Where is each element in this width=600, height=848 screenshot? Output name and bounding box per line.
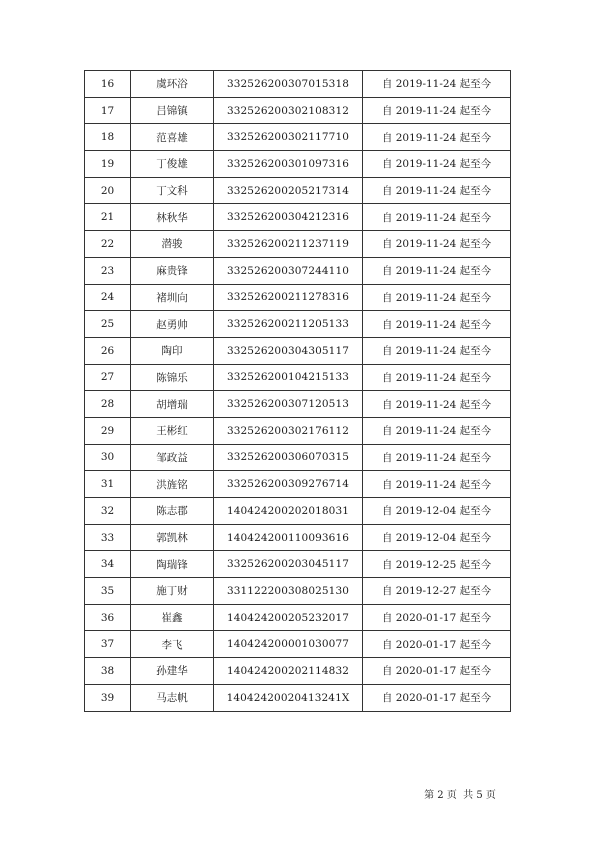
row-name-cell: 麻贵锋 [131, 257, 214, 284]
row-index-cell: 17 [85, 97, 131, 124]
row-name-cell: 潜骏 [131, 231, 214, 258]
row-period-cell: 自 2020-01-17 起至今 [363, 604, 511, 631]
row-name-cell: 李飞 [131, 631, 214, 658]
row-period-cell: 自 2019-11-24 起至今 [363, 337, 511, 364]
row-id-number-cell: 332526200304212316 [214, 204, 363, 231]
row-period-cell: 自 2019-11-24 起至今 [363, 151, 511, 178]
table-row [85, 417, 511, 444]
row-index-cell: 31 [85, 471, 131, 498]
row-id-number-cell: 332526200304305117 [214, 337, 363, 364]
table-row [85, 71, 511, 98]
row-id-number-cell: 332526200302176112 [214, 417, 363, 444]
table-row [85, 177, 511, 204]
table-row [85, 204, 511, 231]
row-index-cell: 37 [85, 631, 131, 658]
row-index-cell: 28 [85, 391, 131, 418]
row-period-cell: 自 2019-11-24 起至今 [363, 231, 511, 258]
row-period-cell: 自 2019-11-24 起至今 [363, 97, 511, 124]
row-name-cell: 郭凯林 [131, 524, 214, 551]
row-period-cell: 自 2019-11-24 起至今 [363, 177, 511, 204]
table-row [85, 471, 511, 498]
total-pages: 5 [476, 790, 483, 801]
row-name-cell: 马志帆 [131, 684, 214, 711]
row-name-cell: 邹政益 [131, 444, 214, 471]
row-name-cell: 丁俊雄 [131, 151, 214, 178]
row-index-cell: 23 [85, 257, 131, 284]
row-index-cell: 32 [85, 498, 131, 525]
row-index-cell: 29 [85, 417, 131, 444]
table-row [85, 684, 511, 711]
table-row [85, 551, 511, 578]
table-row [85, 284, 511, 311]
row-period-cell: 自 2020-01-17 起至今 [363, 684, 511, 711]
row-name-cell: 陶瑞锋 [131, 551, 214, 578]
row-name-cell: 陈锦乐 [131, 364, 214, 391]
row-name-cell: 施丁财 [131, 578, 214, 605]
table-row [85, 604, 511, 631]
row-id-number-cell: 332526200307015318 [214, 71, 363, 98]
row-index-cell: 21 [85, 204, 131, 231]
page-suffix: 页 [485, 790, 496, 801]
current-page: 2 [437, 790, 444, 801]
row-period-cell: 自 2019-12-27 起至今 [363, 578, 511, 605]
row-name-cell: 崔鑫 [131, 604, 214, 631]
row-index-cell: 35 [85, 578, 131, 605]
row-period-cell: 自 2019-11-24 起至今 [363, 471, 511, 498]
row-name-cell: 虞环浴 [131, 71, 214, 98]
table-row [85, 231, 511, 258]
row-index-cell: 25 [85, 311, 131, 338]
row-index-cell: 27 [85, 364, 131, 391]
row-period-cell: 自 2019-11-24 起至今 [363, 417, 511, 444]
page-prefix: 第 [424, 790, 435, 801]
row-id-number-cell: 332526200104215133 [214, 364, 363, 391]
row-period-cell: 自 2020-01-17 起至今 [363, 658, 511, 685]
table-row [85, 524, 511, 551]
row-period-cell: 自 2019-12-04 起至今 [363, 524, 511, 551]
row-period-cell: 自 2020-01-17 起至今 [363, 631, 511, 658]
row-id-number-cell: 332526200211278316 [214, 284, 363, 311]
row-id-number-cell: 140424200001030077 [214, 631, 363, 658]
table-row [85, 257, 511, 284]
row-name-cell: 吕锦镇 [131, 97, 214, 124]
row-index-cell: 26 [85, 337, 131, 364]
row-period-cell: 自 2019-11-24 起至今 [363, 284, 511, 311]
table-row [85, 631, 511, 658]
row-index-cell: 30 [85, 444, 131, 471]
row-period-cell: 自 2019-12-25 起至今 [363, 551, 511, 578]
row-id-number-cell: 332526200307120513 [214, 391, 363, 418]
row-id-number-cell: 332526200302117710 [214, 124, 363, 151]
row-name-cell: 范喜雄 [131, 124, 214, 151]
row-id-number-cell: 332526200302108312 [214, 97, 363, 124]
row-name-cell: 赵勇帅 [131, 311, 214, 338]
row-id-number-cell: 332526200211237119 [214, 231, 363, 258]
table-row [85, 391, 511, 418]
row-index-cell: 24 [85, 284, 131, 311]
table-row [85, 311, 511, 338]
row-id-number-cell: 332526200309276714 [214, 471, 363, 498]
row-period-cell: 自 2019-11-24 起至今 [363, 257, 511, 284]
row-period-cell: 自 2019-11-24 起至今 [363, 124, 511, 151]
row-period-cell: 自 2019-11-24 起至今 [363, 444, 511, 471]
row-period-cell: 自 2019-11-24 起至今 [363, 364, 511, 391]
personnel-table [84, 70, 511, 712]
row-id-number-cell: 331122200308025130 [214, 578, 363, 605]
table-row [85, 498, 511, 525]
row-name-cell: 丁文科 [131, 177, 214, 204]
table-row [85, 151, 511, 178]
table-row [85, 124, 511, 151]
row-period-cell: 自 2019-11-24 起至今 [363, 204, 511, 231]
row-period-cell: 自 2019-11-24 起至今 [363, 71, 511, 98]
row-id-number-cell: 332526200211205133 [214, 311, 363, 338]
row-name-cell: 胡增瑞 [131, 391, 214, 418]
table-row [85, 97, 511, 124]
table-row [85, 578, 511, 605]
row-index-cell: 19 [85, 151, 131, 178]
row-name-cell: 褚圳向 [131, 284, 214, 311]
row-id-number-cell: 140424200110093616 [214, 524, 363, 551]
row-name-cell: 林秋华 [131, 204, 214, 231]
row-period-cell: 自 2019-11-24 起至今 [363, 311, 511, 338]
row-index-cell: 34 [85, 551, 131, 578]
row-period-cell: 自 2019-11-24 起至今 [363, 391, 511, 418]
row-id-number-cell: 140424200202114832 [214, 658, 363, 685]
row-id-number-cell: 140424200205232017 [214, 604, 363, 631]
row-id-number-cell: 332526200301097316 [214, 151, 363, 178]
table-row [85, 658, 511, 685]
row-name-cell: 陈志郡 [131, 498, 214, 525]
row-name-cell: 陶印 [131, 337, 214, 364]
row-id-number-cell: 332526200307244110 [214, 257, 363, 284]
table-row [85, 337, 511, 364]
row-name-cell: 洪旌铭 [131, 471, 214, 498]
table-body [85, 71, 511, 712]
row-index-cell: 39 [85, 684, 131, 711]
table-row [85, 364, 511, 391]
row-id-number-cell: 14042420020413241X [214, 684, 363, 711]
row-id-number-cell: 332526200203045117 [214, 551, 363, 578]
row-index-cell: 18 [85, 124, 131, 151]
row-name-cell: 王彬红 [131, 417, 214, 444]
page-mid: 页 共 [446, 790, 474, 801]
page-number-footer [410, 786, 510, 801]
row-id-number-cell: 332526200205217314 [214, 177, 363, 204]
row-index-cell: 20 [85, 177, 131, 204]
row-index-cell: 22 [85, 231, 131, 258]
row-name-cell: 孙建华 [131, 658, 214, 685]
row-index-cell: 16 [85, 71, 131, 98]
row-index-cell: 38 [85, 658, 131, 685]
row-index-cell: 33 [85, 524, 131, 551]
row-id-number-cell: 140424200202018031 [214, 498, 363, 525]
row-index-cell: 36 [85, 604, 131, 631]
table-row [85, 444, 511, 471]
row-id-number-cell: 332526200306070315 [214, 444, 363, 471]
row-period-cell: 自 2019-12-04 起至今 [363, 498, 511, 525]
